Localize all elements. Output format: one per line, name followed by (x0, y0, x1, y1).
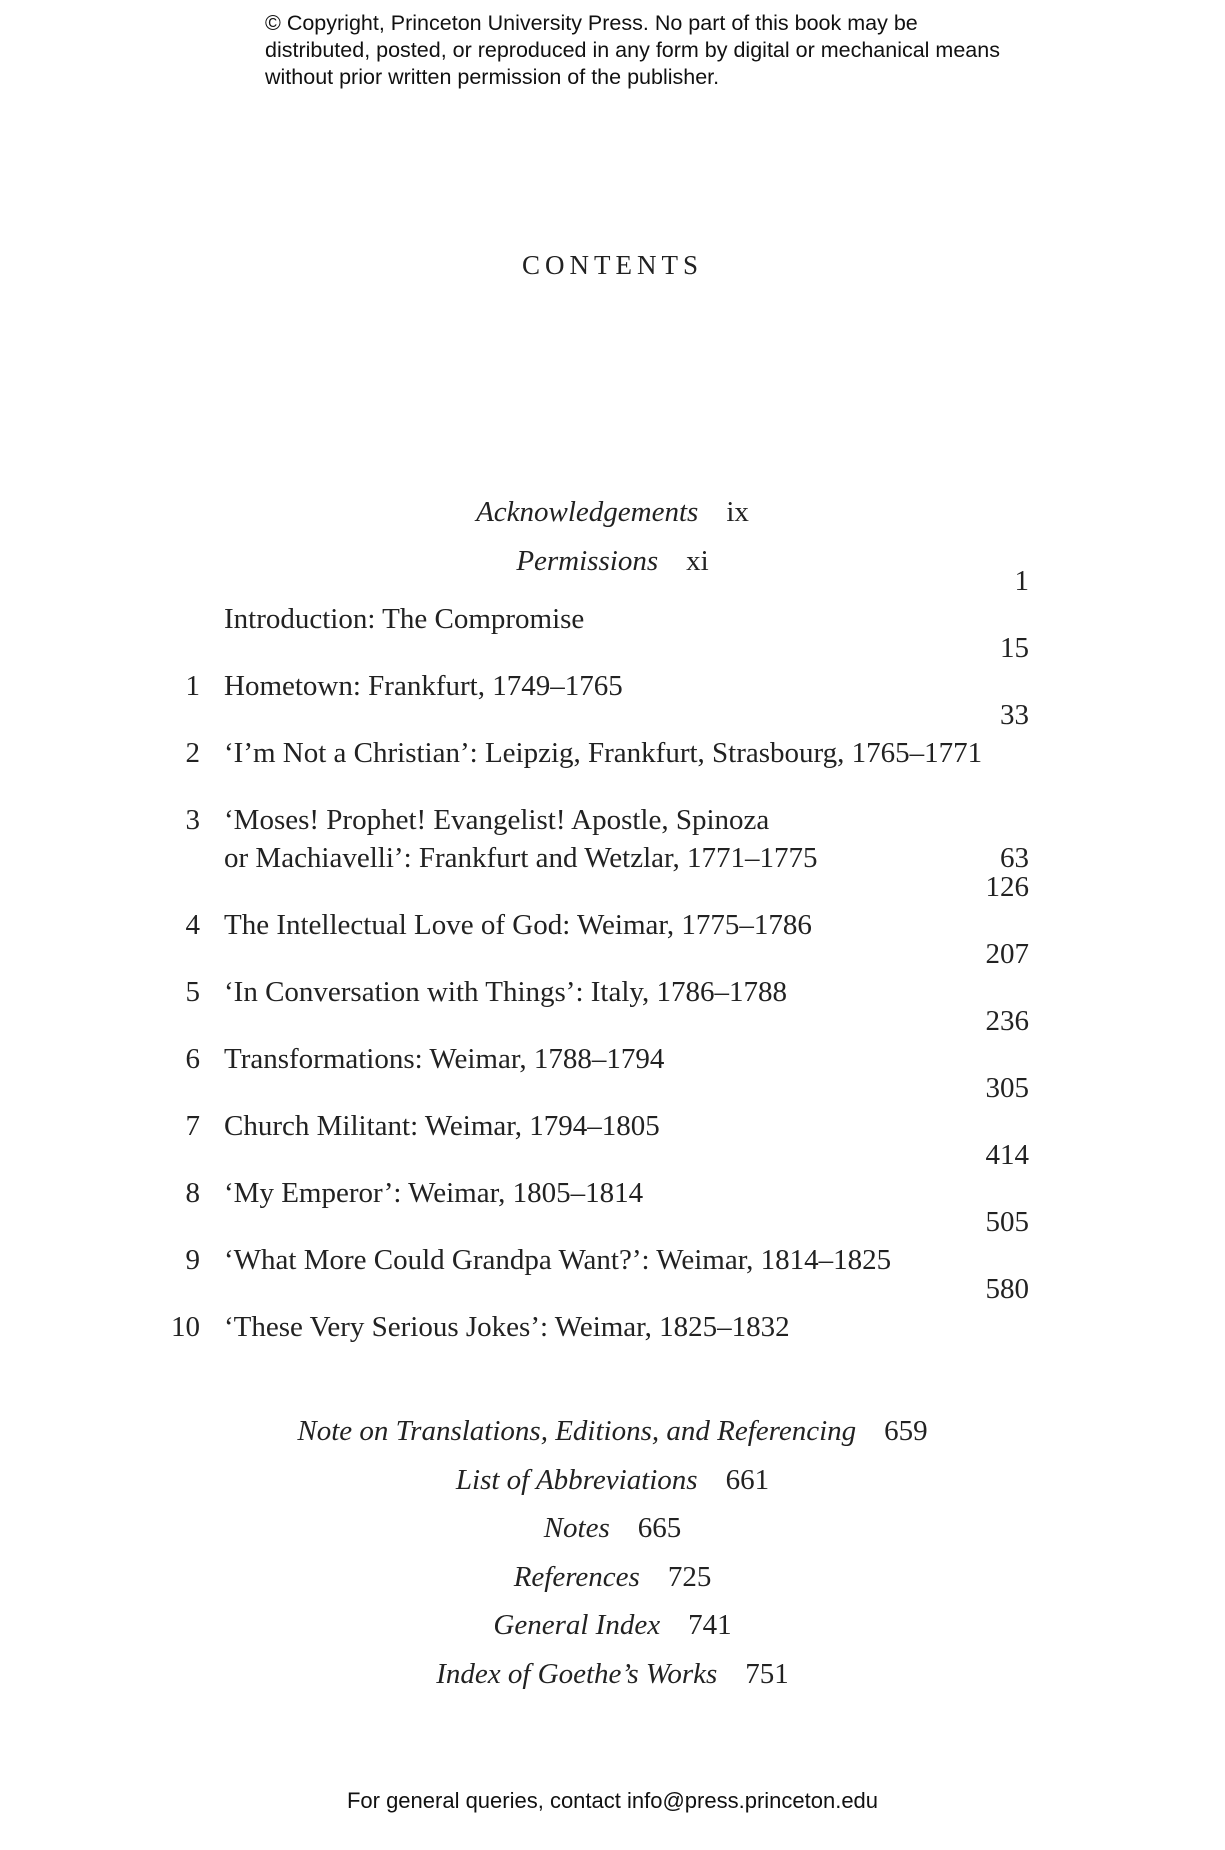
chapter-page: 33 (1000, 699, 1029, 731)
entry-title: Notes (543, 1512, 610, 1544)
toc-entry-permissions[interactable] (0, 537, 1225, 586)
chapter-number: 7 (185, 1110, 200, 1142)
entry-title: Index of Goethe’s Works (436, 1657, 718, 1690)
chapter-number: 9 (185, 1244, 200, 1276)
chapter-page: 207 (985, 938, 1029, 970)
chapter-page: 126 (985, 871, 1029, 903)
entry-page: ix (726, 496, 749, 528)
chapter-number: 2 (185, 737, 200, 769)
chapter-page: 63 (1000, 842, 1029, 874)
entry-page: 725 (667, 1560, 712, 1593)
chapter-title: ‘My Emperor’: Weimar, 1805–1814 (224, 1177, 644, 1209)
entry-title: Acknowledgements (476, 496, 699, 528)
chapter-page: 15 (1000, 632, 1029, 664)
entry-page: 751 (745, 1657, 789, 1690)
chapter-title: Transformations: Weimar, 1788–1794 (224, 1043, 665, 1075)
chapter-title-line-1: ‘Moses! Prophet! Evangelist! Apostle, Spinoza (224, 804, 770, 836)
entry-title: Note on Translations, Editions, and Referencing (297, 1415, 857, 1447)
chapter-title: ‘These Very Serious Jokes’: Weimar, 1825–1832 (224, 1311, 790, 1343)
chapter-title: Hometown: Frankfurt, 1749–1765 (224, 670, 623, 702)
back-matter-list (0, 1407, 1225, 1698)
chapter-title: ‘What More Could Grandpa Want?’: Weimar, 1814–1825 (224, 1244, 892, 1276)
chapter-title: Introduction: The Compromise (224, 603, 585, 635)
toc-entry-index-of-goethes-works[interactable] (0, 1650, 1225, 1699)
contact-footer: For general queries, contact info@press.princeton.edu (346, 1788, 879, 1813)
chapter-title: ‘In Conversation with Things’: Italy, 1786–1788 (224, 976, 788, 1008)
toc-entry-list-of-abbreviations[interactable] (0, 1456, 1225, 1505)
chapter-number: 6 (185, 1043, 200, 1075)
chapter-number: 8 (185, 1177, 200, 1209)
entry-title: General Index (493, 1609, 661, 1641)
chapter-page: 236 (985, 1005, 1029, 1037)
toc-entry-general-index[interactable] (0, 1601, 1225, 1650)
chapter-page: 505 (985, 1206, 1029, 1238)
entry-page: 665 (637, 1512, 682, 1544)
chapter-number: 1 (185, 670, 200, 702)
front-matter-list (0, 488, 1225, 585)
copyright-notice: © Copyright, Princeton University Press. No part of this book may be distributed, posted, or reproduced in any form by digital or mechanical means without prior written permission of the publisher. (265, 11, 1000, 89)
chapter-title (224, 801, 954, 877)
chapter-number: 10 (171, 1311, 200, 1343)
chapter-page: 305 (985, 1072, 1029, 1104)
chapter-page: 580 (985, 1273, 1029, 1305)
chapter-title: The Intellectual Love of God: Weimar, 1775–1786 (224, 909, 812, 941)
entry-title: References (513, 1560, 640, 1593)
toc-entry-acknowledgements[interactable] (0, 488, 1225, 537)
page-title: CONTENTS (522, 250, 703, 280)
chapter-title-line-2: or Machiavelli’: Frankfurt and Wetzlar, 1771–1775 (224, 842, 818, 874)
toc-entry-note-on-translations[interactable] (0, 1407, 1225, 1456)
entry-title: Permissions (516, 544, 659, 577)
chapter-number: 4 (185, 909, 200, 941)
chapter-title: ‘I’m Not a Christian’: Leipzig, Frankfurt, Strasbourg, 1765–1771 (224, 737, 983, 769)
chapter-number: 5 (185, 976, 200, 1008)
entry-title: List of Abbreviations (455, 1463, 698, 1496)
chapter-page: 414 (985, 1139, 1029, 1171)
toc-entry-notes[interactable] (0, 1504, 1225, 1553)
entry-page: 661 (725, 1463, 770, 1496)
entry-page: 659 (884, 1415, 928, 1447)
entry-page: xi (686, 544, 709, 577)
chapter-page: 1 (1014, 565, 1029, 597)
chapter-title: Church Militant: Weimar, 1794–1805 (224, 1110, 660, 1142)
chapter-number: 3 (185, 804, 200, 836)
toc-entry-references[interactable] (0, 1553, 1225, 1602)
toc-entry-chapter-3[interactable] (0, 801, 1225, 877)
entry-page: 741 (688, 1609, 732, 1641)
